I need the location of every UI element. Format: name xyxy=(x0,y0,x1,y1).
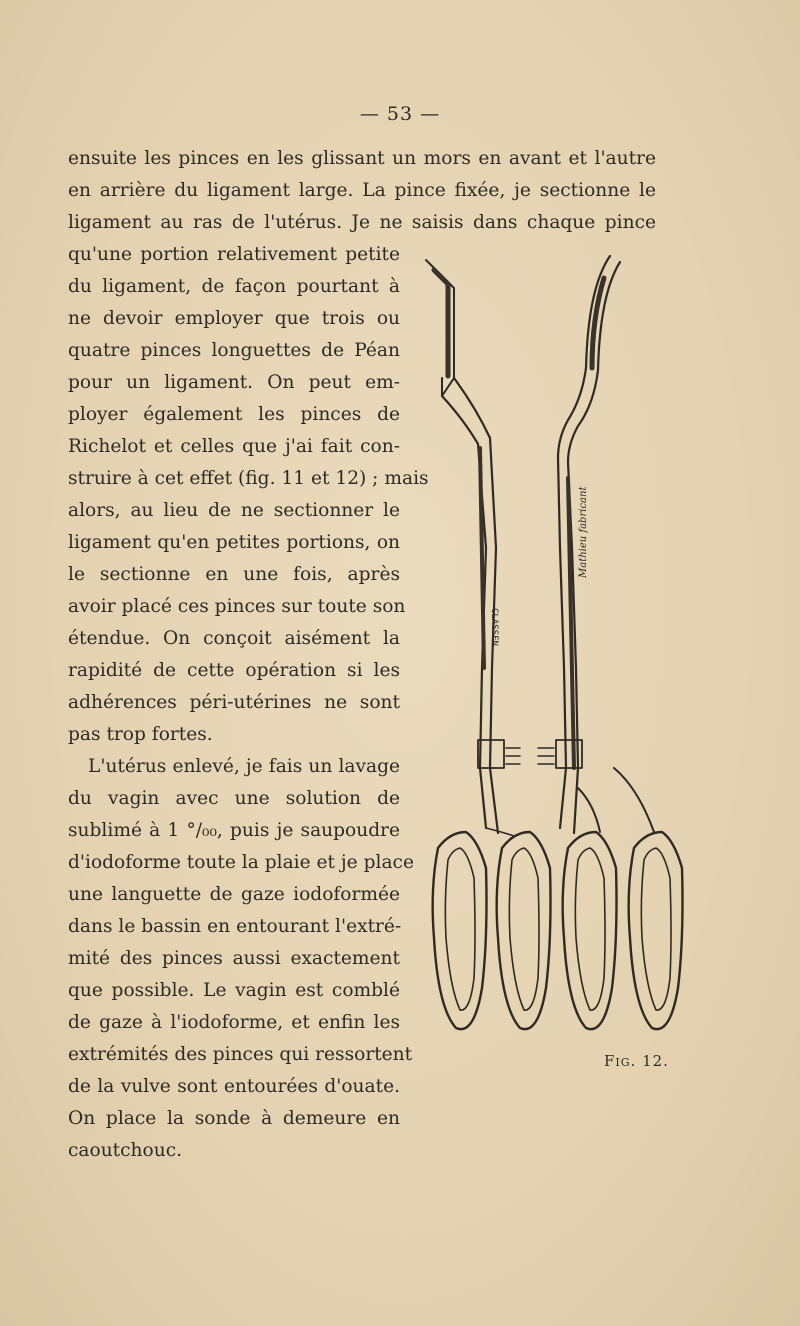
text-line: pas trop fortes. xyxy=(68,724,213,745)
text-line: L'utérus enlevé, je fais un lavage xyxy=(88,756,400,777)
text-line: dans le bassin en entourant l'extré- xyxy=(68,916,402,937)
text-line: du vagin avec une solution de xyxy=(68,788,400,809)
text-line: que possible. Le vagin est comblé xyxy=(68,980,400,1001)
text-line: mité des pinces aussi exactement xyxy=(68,948,400,969)
text-line: de gaze à l'iodoforme, et enfin les xyxy=(68,1012,400,1033)
text-line: sublimé à 1 °/₀₀, puis je saupoudre xyxy=(68,820,400,841)
text-line: extrémités des pinces qui ressortent xyxy=(68,1044,413,1065)
text-line: Richelot et celles que j'ai fait con- xyxy=(68,436,400,457)
text-line: en arrière du ligament large. La pince fixée, je sectionne le xyxy=(68,180,656,201)
text-line: struire à cet effet (fig. 11 et 12) ; mais xyxy=(68,468,429,489)
text-line: d'iodoforme toute la plaie et je place xyxy=(68,852,414,873)
text-line: ensuite les pinces en les glissant un mors en avant et l'autre xyxy=(68,148,656,169)
forceps-illustration xyxy=(418,248,788,1048)
text-line: rapidité de cette opération si les xyxy=(68,660,400,681)
text-line: ligament au ras de l'utérus. Je ne saisis dans chaque pince xyxy=(68,212,656,233)
text-line: pour un ligament. On peut em- xyxy=(68,372,400,393)
text-line: On place la sonde à demeure en xyxy=(68,1108,400,1129)
text-line: alors, au lieu de ne sectionner le xyxy=(68,500,400,521)
text-line: du ligament, de façon pourtant à xyxy=(68,276,400,297)
forceps-drawing xyxy=(418,248,788,1048)
maker-stamp-left: CLASSEN xyxy=(489,608,499,646)
text-line: ne devoir employer que trois ou xyxy=(68,308,400,329)
figure-caption: Fig. 12. xyxy=(604,1052,669,1070)
text-line: adhérences péri-utérines ne sont xyxy=(68,692,400,713)
text-line: le sectionne en une fois, après xyxy=(68,564,400,585)
text-line: de la vulve sont entourées d'ouate. xyxy=(68,1076,400,1097)
page-number: — 53 — xyxy=(359,103,441,125)
text-line: une languette de gaze iodoformée xyxy=(68,884,400,905)
text-line: étendue. On conçoit aisément la xyxy=(68,628,400,649)
maker-stamp-right: Mathieu fabricant xyxy=(578,486,589,578)
text-line: quatre pinces longuettes de Péan xyxy=(68,340,400,361)
text-line: avoir placé ces pinces sur toute son xyxy=(68,596,406,617)
text-line: ligament qu'en petites portions, on xyxy=(68,532,400,553)
text-line: caoutchouc. xyxy=(68,1140,183,1161)
text-line: qu'une portion relativement petite xyxy=(68,244,400,265)
text-line: ployer également les pinces de xyxy=(68,404,400,425)
